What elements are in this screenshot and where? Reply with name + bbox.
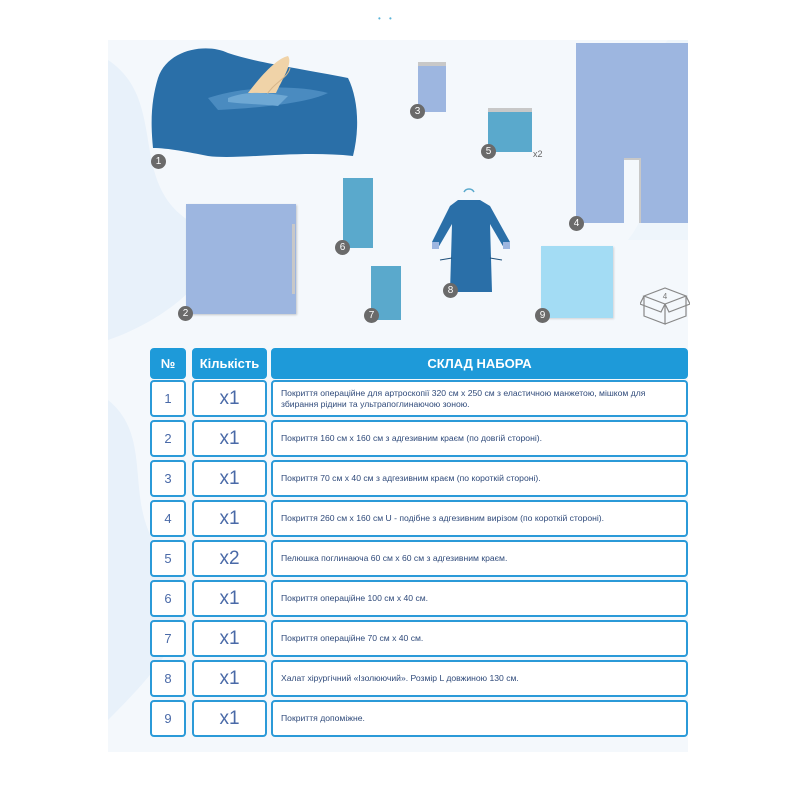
- drape-3-adhesive-edge: [418, 62, 446, 66]
- gown-8-surgical: [428, 188, 514, 298]
- pad-5-adhesive-edge: [488, 108, 532, 112]
- row-description: Покриття операційне 100 см х 40 см.: [271, 580, 688, 617]
- item-badge-1: 1: [151, 154, 166, 169]
- row-quantity: x1: [192, 580, 267, 617]
- table-row: [150, 540, 688, 577]
- drape-9-auxiliary: [541, 246, 613, 318]
- drape-1-arthroscopy-illustration: [148, 38, 368, 163]
- table-row: [150, 420, 688, 457]
- drape-6: [343, 178, 373, 248]
- row-number: 5: [150, 540, 186, 577]
- header-quantity: Кількість: [192, 348, 267, 379]
- row-number: 2: [150, 420, 186, 457]
- pad-5-absorbent: [488, 108, 532, 152]
- row-number: 3: [150, 460, 186, 497]
- row-quantity: x1: [192, 620, 267, 657]
- box-icon: [640, 282, 690, 328]
- drape-2-adhesive-edge: [292, 224, 295, 294]
- table-header-row: [150, 348, 688, 379]
- item-badge-7: 7: [364, 308, 379, 323]
- row-number: 1: [150, 380, 186, 417]
- item-badge-4: 4: [569, 216, 584, 231]
- item-badge-3: 3: [410, 104, 425, 119]
- item-badge-2: 2: [178, 306, 193, 321]
- item-badge-5: 5: [481, 144, 496, 159]
- header-contents: СКЛАД НАБОРА: [271, 348, 688, 379]
- header-number: №: [150, 348, 186, 379]
- table-row: [150, 460, 688, 497]
- row-quantity: x1: [192, 460, 267, 497]
- item-badge-6: 6: [335, 240, 350, 255]
- item-badge-8: 8: [443, 283, 458, 298]
- row-description: Пелюшка поглинаюча 60 см х 60 см з адгезивним краєм.: [271, 540, 688, 577]
- row-description: Покриття 260 см х 160 см U - подібне з адгезивним вирізом (по короткій стороні).: [271, 500, 688, 537]
- table-row: [150, 500, 688, 537]
- row-description: Покриття допоміжне.: [271, 700, 688, 737]
- row-description: Покриття 70 см х 40 см з адгезивним краєм (по короткій стороні).: [271, 460, 688, 497]
- table-row: [150, 580, 688, 617]
- drape-3-small: [418, 62, 446, 112]
- decor-dots: • •: [378, 14, 395, 23]
- row-quantity: x1: [192, 700, 267, 737]
- row-number: 6: [150, 580, 186, 617]
- row-description: Покриття операційне 70 см х 40 см.: [271, 620, 688, 657]
- row-quantity: x1: [192, 420, 267, 457]
- table-row: [150, 380, 688, 417]
- row-quantity: x1: [192, 660, 267, 697]
- row-quantity: x1: [192, 500, 267, 537]
- item-5-multiplier: x2: [533, 149, 543, 159]
- row-number: 9: [150, 700, 186, 737]
- row-number: 4: [150, 500, 186, 537]
- row-description: Покриття операційне для артроскопії 320 см х 250 см з еластичною манжетою, мішком для збирання рідини та ультрапоглинаючою зоною.: [271, 380, 688, 417]
- table-row: [150, 660, 688, 697]
- row-description: Покриття 160 см х 160 см з адгезивним краєм (по довгій стороні).: [271, 420, 688, 457]
- table-row: [150, 620, 688, 657]
- row-description: Халат хірургічний «Ізолюючий». Розмір L довжиною 130 см.: [271, 660, 688, 697]
- item-badge-9: 9: [535, 308, 550, 323]
- drape-2-square: [186, 204, 296, 314]
- row-number: 8: [150, 660, 186, 697]
- table-row: [150, 700, 688, 737]
- row-quantity: x2: [192, 540, 267, 577]
- row-number: 7: [150, 620, 186, 657]
- row-quantity: x1: [192, 380, 267, 417]
- drape-4-u-shaped: [576, 43, 688, 225]
- box-icon-number: 4: [662, 292, 668, 301]
